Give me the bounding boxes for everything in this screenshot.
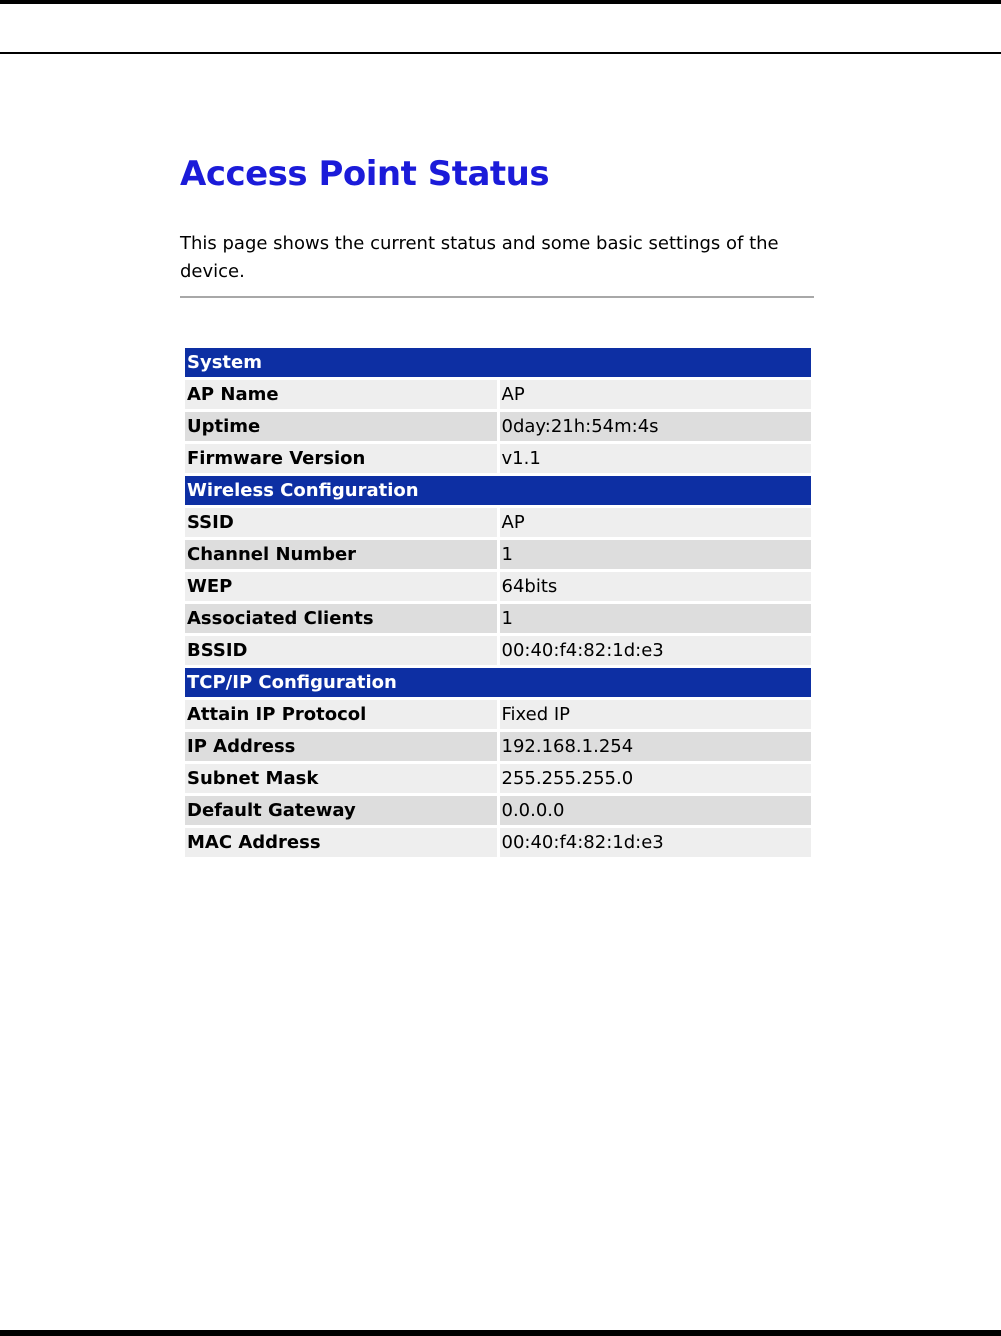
row-value: AP: [500, 380, 812, 409]
row-value: 192.168.1.254: [500, 732, 812, 761]
bottom-rule: [0, 1330, 1001, 1336]
top-rule: [0, 0, 1001, 4]
row-label: WEP: [185, 572, 497, 601]
row-value: 255.255.255.0: [500, 764, 812, 793]
status-table: [182, 345, 814, 860]
section-title: Wireless Configuration: [185, 476, 811, 505]
table-row: [185, 604, 811, 633]
table-row: [185, 412, 811, 441]
page-title: Access Point Status: [180, 154, 550, 194]
row-label: Associated Clients: [185, 604, 497, 633]
row-label: MAC Address: [185, 828, 497, 857]
row-value: 1: [500, 604, 812, 633]
row-label: Channel Number: [185, 540, 497, 569]
row-label: Uptime: [185, 412, 497, 441]
table-row: [185, 700, 811, 729]
header-rule: [0, 52, 1001, 54]
row-value: 00:40:f4:82:1d:e3: [500, 828, 812, 857]
section-header-wireless: [185, 476, 811, 505]
table-row: [185, 572, 811, 601]
status-page: [180, 150, 814, 860]
table-row: [185, 828, 811, 857]
row-label: Subnet Mask: [185, 764, 497, 793]
row-label: Attain IP Protocol: [185, 700, 497, 729]
row-label: SSID: [185, 508, 497, 537]
row-label: AP Name: [185, 380, 497, 409]
table-row: [185, 380, 811, 409]
table-row: [185, 444, 811, 473]
row-value: 0.0.0.0: [500, 796, 812, 825]
row-value: 0day:21h:54m:4s: [500, 412, 812, 441]
section-title: TCP/IP Configuration: [185, 668, 811, 697]
row-label: Firmware Version: [185, 444, 497, 473]
table-row: [185, 540, 811, 569]
table-row: [185, 732, 811, 761]
row-label: IP Address: [185, 732, 497, 761]
row-value: Fixed IP: [500, 700, 812, 729]
row-label: Default Gateway: [185, 796, 497, 825]
row-value: 00:40:f4:82:1d:e3: [500, 636, 812, 665]
section-title: System: [185, 348, 811, 377]
section-header-tcpip: [185, 668, 811, 697]
table-row: [185, 764, 811, 793]
row-value: 1: [500, 540, 812, 569]
divider: [180, 296, 814, 298]
row-label: BSSID: [185, 636, 497, 665]
table-row: [185, 508, 811, 537]
row-value: v1.1: [500, 444, 812, 473]
page-description: This page shows the current status and some basic settings of the device.: [180, 233, 779, 282]
row-value: AP: [500, 508, 812, 537]
section-header-system: [185, 348, 811, 377]
table-row: [185, 796, 811, 825]
row-value: 64bits: [500, 572, 812, 601]
table-row: [185, 636, 811, 665]
